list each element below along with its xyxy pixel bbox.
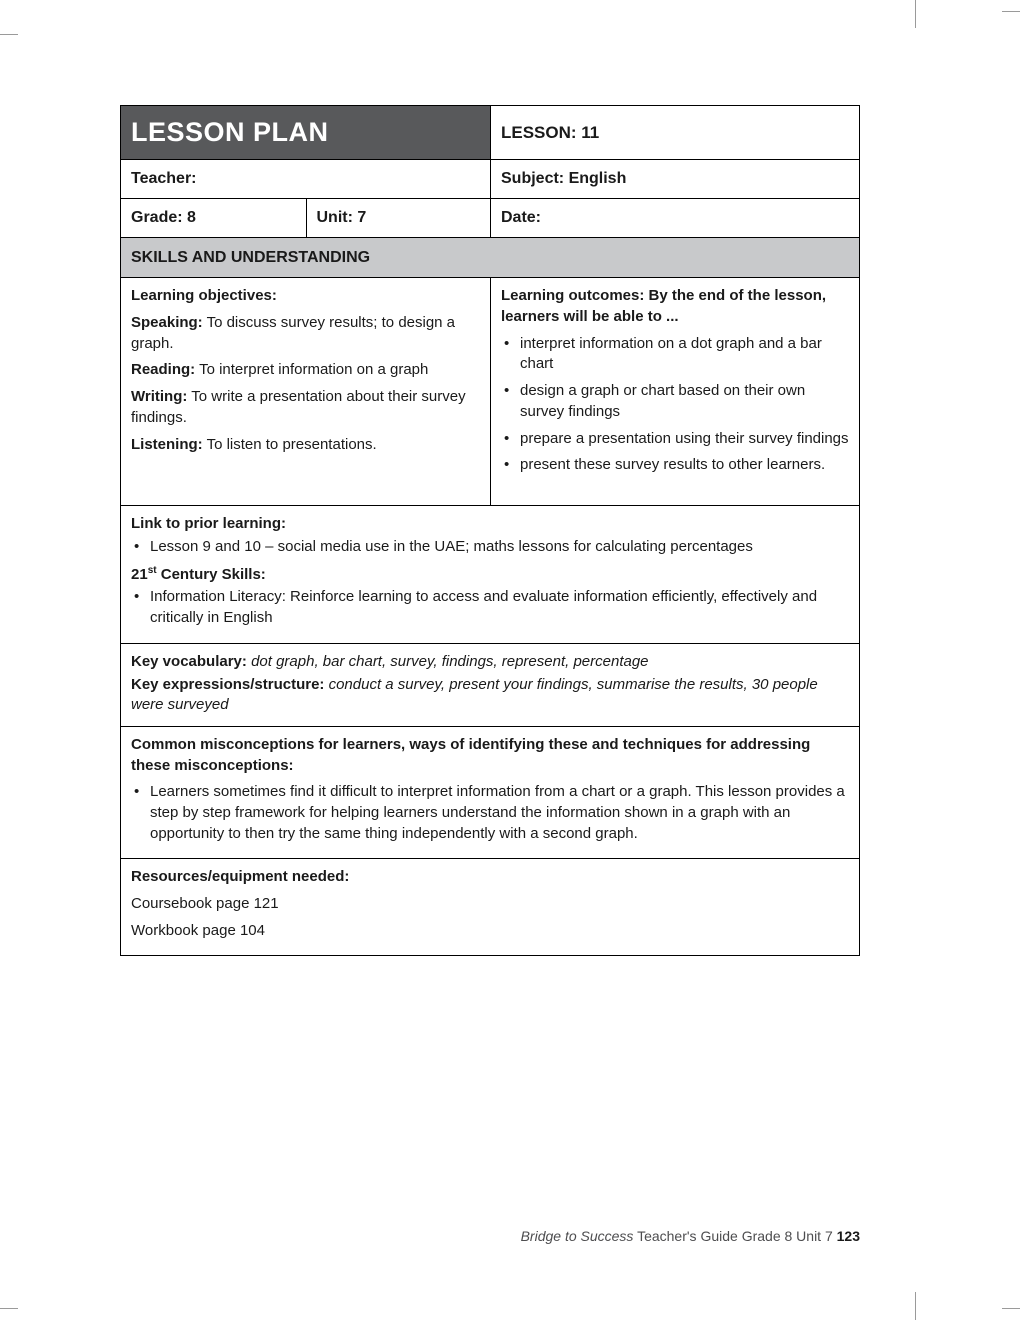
crop-mark-bottom-right-v bbox=[915, 1292, 916, 1320]
key-vocab-label: Key vocabulary: bbox=[131, 652, 247, 670]
century-sup: st bbox=[147, 564, 157, 576]
prior-learning-list-1 bbox=[131, 537, 849, 558]
row-key-vocabulary bbox=[121, 644, 859, 727]
outcome-item: • prepare a presentation using their survey findings bbox=[501, 429, 849, 450]
lesson-plan-header-cell bbox=[121, 106, 490, 159]
row-title bbox=[121, 106, 859, 160]
skills-header: SKILLS AND UNDERSTANDING bbox=[131, 248, 371, 266]
outcome-item: • interpret information on a dot graph and a bar chart bbox=[501, 334, 849, 375]
objective-label: Listening: bbox=[131, 435, 203, 453]
prior-learning-item: • Information Literacy: Reinforce learning to access and evaluate information efficiently, effectively and critically in English bbox=[131, 587, 849, 628]
unit-cell: Unit: 7 bbox=[306, 199, 491, 237]
lesson-plan-title: LESSON PLAN bbox=[131, 117, 329, 147]
key-expr-label: Key expressions/structure: bbox=[131, 675, 325, 693]
crop-mark-top-right-v bbox=[915, 0, 916, 28]
subject-cell: Subject: English bbox=[490, 160, 859, 198]
objective-text: To write a presentation about their survey findings. bbox=[131, 388, 466, 426]
outcome-item: • design a graph or chart based on their own survey findings bbox=[501, 381, 849, 422]
footer-page-number: 123 bbox=[836, 1228, 860, 1244]
row-prior-learning bbox=[121, 506, 859, 643]
row-objectives-outcomes bbox=[121, 278, 859, 506]
row-skills-header bbox=[121, 238, 859, 278]
grade-cell: Grade: 8 bbox=[131, 209, 196, 227]
objective-label: Writing: bbox=[131, 388, 188, 406]
misconception-item: • Learners sometimes find it difficult to interpret information from a chart or a graph. This lesson provides a step by step framework for helping learners understand the information shown in a graph with an opportunity to then try the same thing independently with a second graph. bbox=[131, 782, 849, 844]
misconceptions-title: Common misconceptions for learners, ways of identifying these and techniques for addressing these misconceptions: bbox=[131, 735, 811, 774]
outcomes-title: Learning outcomes: By the end of the lesson, learners will be able to ... bbox=[501, 287, 827, 326]
resources-title: Resources/equipment needed: bbox=[131, 868, 350, 886]
crop-mark-bottom-right-h bbox=[1002, 1308, 1020, 1309]
row-resources bbox=[121, 859, 859, 955]
misconceptions-cell bbox=[121, 727, 859, 858]
objective-writing bbox=[131, 387, 480, 428]
prior-learning-cell bbox=[121, 506, 859, 642]
row-teacher-subject bbox=[121, 160, 859, 199]
learning-outcomes-cell bbox=[490, 278, 859, 505]
key-vocabulary-line bbox=[131, 652, 849, 673]
century-skills-title bbox=[131, 564, 849, 586]
crop-mark-top-left-h bbox=[0, 34, 18, 35]
teacher-cell: Teacher: bbox=[131, 170, 197, 188]
century-rest: Century Skills: bbox=[156, 565, 266, 583]
objective-label: Speaking: bbox=[131, 314, 203, 332]
objectives-title: Learning objectives: bbox=[131, 287, 277, 305]
resources-cell bbox=[121, 859, 859, 955]
key-expressions-line bbox=[131, 675, 849, 716]
prior-learning-item: • Lesson 9 and 10 – social media use in the UAE; maths lessons for calculating percentages bbox=[131, 537, 849, 558]
objective-text: To interpret information on a graph bbox=[195, 361, 429, 379]
objective-text: To listen to presentations. bbox=[202, 435, 377, 453]
crop-mark-top-right-h bbox=[1002, 11, 1020, 12]
objective-speaking bbox=[131, 313, 480, 354]
misconceptions-list bbox=[131, 782, 849, 844]
prior-learning-title: Link to prior learning: bbox=[131, 515, 287, 533]
resource-item: Workbook page 104 bbox=[131, 921, 265, 939]
key-vocabulary-cell bbox=[121, 644, 859, 726]
date-cell: Date: bbox=[490, 199, 859, 237]
resource-item: Coursebook page 121 bbox=[131, 895, 279, 913]
row-grade-unit-date bbox=[121, 199, 859, 238]
key-expr-text: conduct a survey, present your findings, summarise the results, 30 people were surveyed bbox=[131, 675, 818, 714]
century-num: 21 bbox=[131, 565, 148, 583]
page-footer bbox=[521, 1228, 860, 1244]
outcomes-list bbox=[501, 334, 849, 476]
footer-book-title: Bridge to Success bbox=[520, 1228, 634, 1244]
learning-objectives-cell bbox=[121, 278, 490, 505]
footer-guide-text: Teacher's Guide Grade 8 Unit 7 bbox=[637, 1228, 833, 1244]
lesson-number-cell bbox=[490, 106, 859, 159]
objective-listening bbox=[131, 435, 480, 456]
lesson-number: LESSON: 11 bbox=[501, 122, 600, 142]
objective-reading bbox=[131, 360, 480, 381]
prior-learning-list-2 bbox=[131, 587, 849, 628]
row-misconceptions bbox=[121, 727, 859, 859]
key-vocab-text: dot graph, bar chart, survey, findings, represent, percentage bbox=[251, 652, 649, 670]
objective-label: Reading: bbox=[131, 361, 196, 379]
crop-mark-bottom-left-h bbox=[0, 1308, 18, 1309]
objective-text: To discuss survey results; to design a graph. bbox=[131, 314, 456, 352]
outcome-item: • present these survey results to other learners. bbox=[501, 455, 849, 476]
lesson-plan-table bbox=[120, 105, 860, 956]
